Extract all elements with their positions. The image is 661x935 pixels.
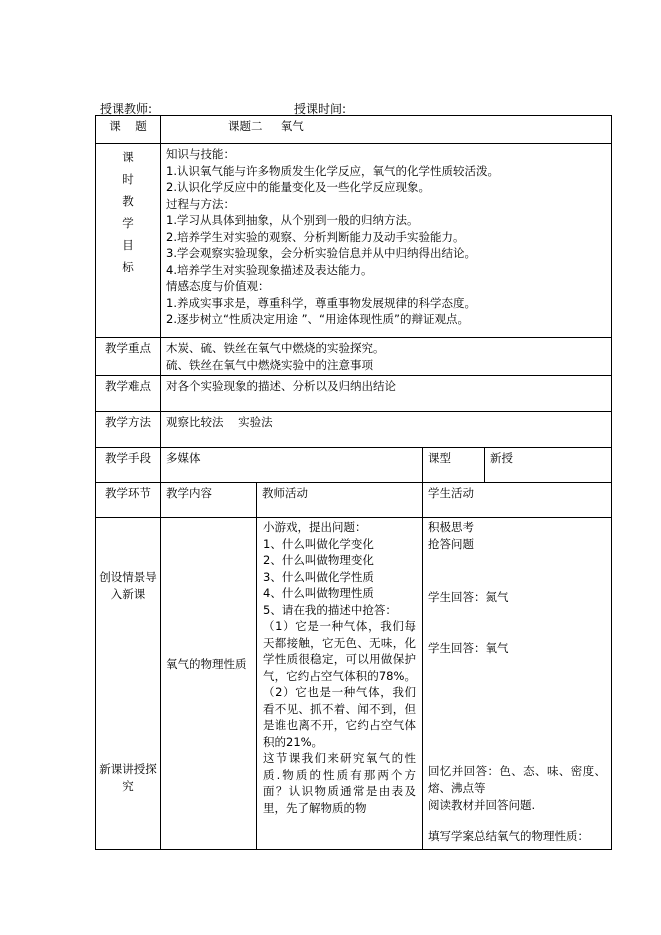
time-label: 授课时间: (294, 102, 347, 116)
objective-line: 2.认识化学反应中的能量变化及一些化学反应现象。 (166, 180, 430, 194)
student-line: 抢答问题 (428, 537, 474, 551)
teacher-paragraph: 这节课我们来研究氧气的性质.物质的性质有那两个方面？认识物质通常是由表及里，先了解物质的物 (263, 751, 416, 815)
methods-value: 观察比较法 实验法 (161, 412, 612, 448)
objective-line: 过程与方法： (166, 196, 235, 211)
means-label: 教学手段 (96, 448, 161, 483)
stage-intro: 创设情景导入新课 (99, 570, 157, 601)
student-line: 填写学案总结氧气的物理性质： (428, 829, 589, 843)
key-point-line: 硫、铁丝在氧气中燃烧实验中的注意事项 (166, 357, 373, 372)
student-line: 学生回答：氧气 (428, 641, 509, 655)
objectives-char: 学 (122, 216, 134, 230)
objective-line: 1.学习从具体到抽象，从个别到一般的归纳方法。 (166, 213, 419, 227)
objectives-char: 课 (122, 150, 134, 164)
key-point-line: 木炭、硫、铁丝在氧气中燃烧的实验探究。 (166, 341, 385, 355)
objective-line: 知识与技能： (166, 147, 235, 161)
lesson-type-label: 课型 (423, 448, 485, 483)
student-activity-cell (423, 518, 612, 850)
lesson-plan-table (95, 115, 612, 850)
objective-line: 1.认识氧气能与许多物质发生化学反应，氧气的化学性质较活泼。 (166, 163, 499, 178)
objective-line: 3.学会观察实验现象，会分析实验信息并从中归纳得出结论。 (166, 246, 476, 260)
teacher-line: 4、什么叫做物理性质 (263, 586, 374, 600)
lesson-type-value: 新授 (485, 448, 612, 483)
objectives-char: 时 (122, 172, 134, 186)
teacher-line: 2、什么叫做物理变化 (263, 553, 374, 567)
objectives-label (96, 144, 161, 338)
student-line: 积极思考 (428, 520, 474, 534)
means-value: 多媒体 (161, 448, 423, 483)
objective-line: 1.养成实事求是，尊重科学，尊重事物发展规律的科学态度。 (166, 295, 476, 310)
topic-label: 课 题 (96, 116, 161, 144)
content-cell (161, 518, 257, 850)
student-line: 学生回答：氮气 (428, 590, 509, 604)
teacher-paragraph: （1）它是一种气体，我们每天都接触，它无色、无味，化学性质很稳定，可以用做保护气，它约占空气体积的78%。（2）它也是一种气体，我们看不见、抓不着、闻不到，但是谁也离不开，它约占空气体积的21%。 (263, 619, 416, 749)
methods-label: 教学方法 (96, 412, 161, 448)
objective-line: 情感态度与价值观： (166, 279, 270, 293)
objectives-char: 标 (122, 260, 134, 274)
stage-cell (96, 518, 161, 850)
teacher-line: 5、请在我的描述中抢答： (263, 602, 397, 617)
difficulties-label: 教学难点 (96, 376, 161, 412)
teacher-label: 授课教师: (100, 102, 153, 116)
objectives-content (161, 144, 612, 338)
objectives-char: 目 (122, 238, 134, 252)
key-points-label: 教学重点 (96, 338, 161, 376)
stage-explore: 新课讲授探究 (99, 762, 157, 793)
topic-value (161, 116, 612, 144)
objective-line: 4.培养学生对实验现象描述及表达能力。 (166, 262, 373, 277)
objective-line: 2.逐步树立“性质决定用途 ”、“用途体现性质”的辩证观点。 (166, 312, 469, 326)
content-header: 教学内容 (161, 483, 257, 518)
teacher-line: 小游戏，提出问题： (263, 520, 367, 534)
objectives-char: 教 (122, 194, 134, 208)
student-activity-header: 学生活动 (423, 483, 612, 518)
teacher-activity-cell (257, 518, 423, 850)
stage-header: 教学环节 (96, 483, 161, 518)
teacher-line: 3、什么叫做化学性质 (263, 569, 374, 584)
student-line: 阅读教材并回答问题. (428, 798, 536, 812)
key-points-content (161, 338, 612, 376)
teacher-activity-header: 教师活动 (257, 483, 423, 518)
content-physical-properties: 氧气的物理性质 (166, 657, 247, 671)
teacher-line: 1、什么叫做化学变化 (263, 536, 374, 551)
student-line: 回忆并回答：色、态、味、密度、熔、沸点等 (428, 764, 607, 795)
objective-line: 2.培养学生对实验的观察、分析判断能力及动手实验能力。 (166, 229, 465, 244)
topic-text: 课题二 氧气 (228, 119, 304, 133)
difficulties-value: 对各个实验现象的描述、分析以及归纳出结论 (161, 376, 612, 412)
